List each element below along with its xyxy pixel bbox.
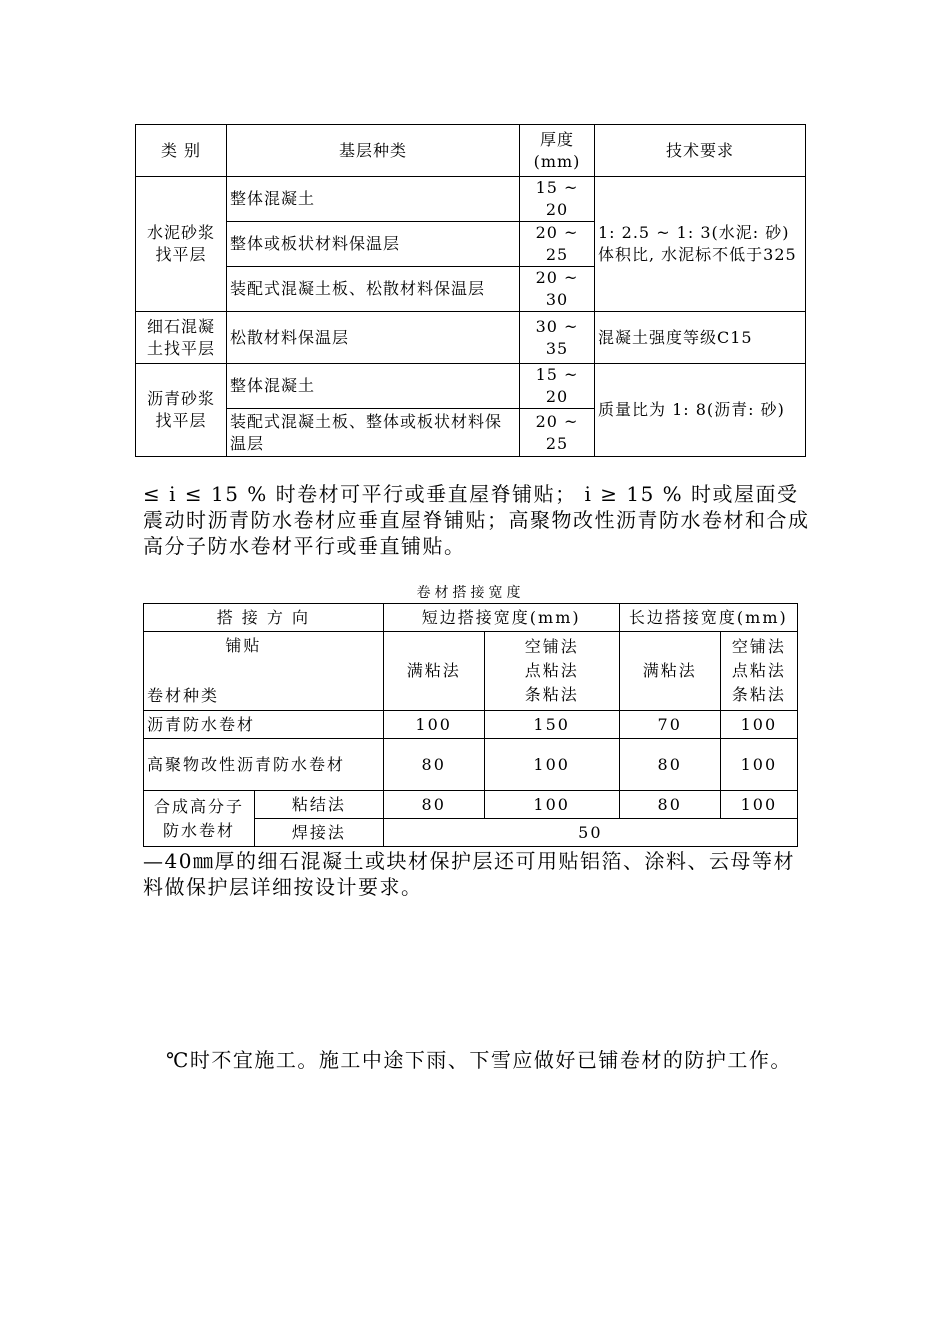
value-cell: 100 (720, 711, 797, 739)
header-base-type: 基层种类 (227, 125, 520, 177)
category-asphalt-mortar: 沥青砂浆找平层 (136, 364, 227, 457)
thickness-cell: 30 ~ 35 (520, 312, 595, 364)
value-cell: 80 (383, 739, 484, 791)
header-thickness-unit: (mm) (533, 151, 581, 171)
method-full-long: 满粘法 (619, 632, 720, 711)
header-thickness-label: 厚度 (539, 129, 574, 149)
header-long-edge: 长边搭接宽度(mm) (619, 604, 797, 632)
category-cement-mortar: 水泥砂浆找平层 (136, 177, 227, 312)
thickness-cell: 20 ~ 30 (520, 267, 595, 312)
header-short-edge: 短边搭接宽度(mm) (383, 604, 619, 632)
value-cell: 100 (720, 791, 797, 819)
value-cell: 70 (619, 711, 720, 739)
leveling-layer-table (135, 124, 806, 457)
base-cell: 装配式混凝土板、松散材料保温层 (227, 267, 520, 312)
category-fine-concrete: 细石混凝土找平层 (136, 312, 227, 364)
thickness-cell: 20 ~ 25 (520, 409, 595, 457)
sub-method-name: 焊接法 (255, 819, 384, 847)
thickness-cell: 20 ~ 25 (520, 222, 595, 267)
value-cell: 100 (484, 791, 619, 819)
value-cell-merged: 50 (383, 819, 797, 847)
thickness-cell: 15 ~ 20 (520, 364, 595, 409)
paragraph-slope-rules: ≤ i ≤ 15 % 时卷材可平行或垂直屋脊铺贴； i ≥ 15 % 时或屋面受震动时沥青防水卷材应垂直屋脊铺贴；高聚物改性沥青防水卷材和合成高分子防水卷材平行或垂直铺贴。 (143, 482, 810, 558)
requirement-asphalt-mortar: 质量比为 1: 8(沥青: 砂) (595, 364, 806, 457)
method-full-short: 满粘法 (383, 632, 484, 711)
base-cell: 整体混凝土 (227, 177, 520, 222)
diag-bottom-label: 卷材种类 (147, 686, 220, 705)
diagonal-header (144, 632, 384, 711)
value-cell: 100 (383, 711, 484, 739)
header-tech-req: 技术要求 (595, 125, 806, 177)
value-cell: 80 (619, 791, 720, 819)
method-other-long: 空铺法 点粘法 条粘法 (720, 632, 797, 711)
value-cell: 100 (720, 739, 797, 791)
row-name: 高聚物改性沥青防水卷材 (144, 739, 384, 791)
paragraph-protection-layer: —40㎜厚的细石混凝土或块材保护层还可用贴铝箔、涂料、云母等材料做保护层详细按设计要求。 (143, 849, 795, 899)
requirement-cement-mortar: 1: 2.5 ~ 1: 3(水泥: 砂)体积比, 水泥标不低于325 (595, 177, 806, 312)
base-cell: 整体或板状材料保温层 (227, 222, 520, 267)
group-name-synthetic: 合成高分子防水卷材 (144, 791, 255, 847)
value-cell: 80 (619, 739, 720, 791)
overlap-width-table (143, 603, 798, 847)
header-category: 类 别 (136, 125, 227, 177)
value-cell: 80 (383, 791, 484, 819)
value-cell: 150 (484, 711, 619, 739)
table-caption: 卷材搭接宽度 (416, 585, 525, 601)
base-cell: 整体混凝土 (227, 364, 520, 409)
method-other-short: 空铺法 点粘法 条粘法 (484, 632, 619, 711)
header-direction: 搭 接 方 向 (144, 604, 384, 632)
sub-method-name: 粘结法 (255, 791, 384, 819)
requirement-fine-concrete: 混凝土强度等级C15 (595, 312, 806, 364)
base-cell: 松散材料保温层 (227, 312, 520, 364)
value-cell: 100 (484, 739, 619, 791)
header-thickness (520, 125, 595, 177)
paragraph-weather: ℃时不宜施工。施工中途下雨、下雪应做好已铺卷材的防护工作。 (166, 1048, 792, 1072)
thickness-cell: 15 ~ 20 (520, 177, 595, 222)
base-cell: 装配式混凝土板、整体或板状材料保温层 (227, 409, 520, 457)
diag-top-label: 铺贴 (225, 636, 262, 655)
row-name: 沥青防水卷材 (144, 711, 384, 739)
